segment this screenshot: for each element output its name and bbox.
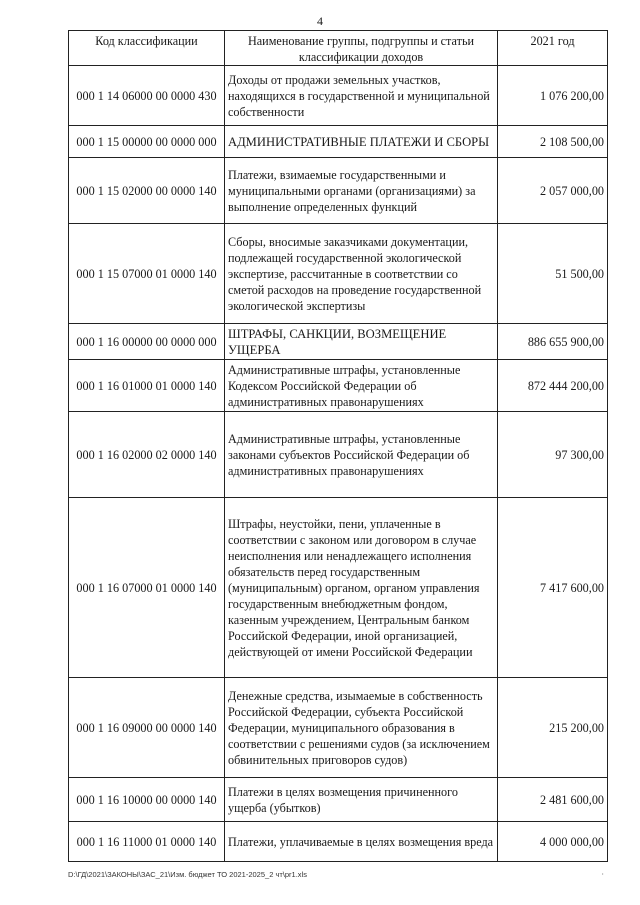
amount-2021: 7 417 600,00 [498,498,608,678]
classification-code: 000 1 16 09000 00 0000 140 [69,678,225,778]
table-row [69,412,608,498]
table-row [69,678,608,778]
classification-name: Платежи в целях возмещения причиненного ущерба (убытков) [225,778,498,822]
classification-code: 000 1 15 02000 00 0000 140 [69,158,225,224]
table-row [69,498,608,678]
amount-2021: 51 500,00 [498,224,608,324]
table-row [69,324,608,360]
table-row [69,224,608,324]
column-header-name: Наименование группы, подгруппы и статьи классификации доходов [225,31,498,66]
classification-code: 000 1 15 07000 01 0000 140 [69,224,225,324]
amount-2021: 97 300,00 [498,412,608,498]
amount-2021: 872 444 200,00 [498,360,608,412]
classification-name: Платежи, взимаемые государственными и муниципальными органами (организациями) за выполнение определенных функций [225,158,498,224]
page-number: 4 [317,14,323,28]
amount-2021: 886 655 900,00 [498,324,608,360]
table-row [69,360,608,412]
classification-name: ШТРАФЫ, САНКЦИИ, ВОЗМЕЩЕНИЕ УЩЕРБА [225,324,498,360]
table-header-row [69,31,608,66]
table-row [69,778,608,822]
classification-code: 000 1 16 10000 00 0000 140 [69,778,225,822]
classification-code: 000 1 14 06000 00 0000 430 [69,66,225,126]
amount-2021: 2 481 600,00 [498,778,608,822]
classification-name: Сборы, вносимые заказчиками документации, подлежащей государственной экологической экспертизе, рассчитанные в соответствии со сметой расходов на проведение государственной экологической экспертизы [225,224,498,324]
classification-code: 000 1 16 11000 01 0000 140 [69,822,225,862]
classification-code: 000 1 16 00000 00 0000 000 [69,324,225,360]
table-row [69,822,608,862]
classification-name: Административные штрафы, установленные Кодексом Российской Федерации об административных правонарушениях [225,360,498,412]
classification-code: 000 1 16 02000 02 0000 140 [69,412,225,498]
classification-name: Денежные средства, изымаемые в собственность Российской Федерации, субъекта Российской Федерации, муниципального образования в соответствии с решениями судов (за исключением обвинительных приговоров судов) [225,678,498,778]
revenue-classification-table [68,30,608,862]
table-row [69,66,608,126]
classification-code: 000 1 16 01000 01 0000 140 [69,360,225,412]
amount-2021: 215 200,00 [498,678,608,778]
amount-2021: 2 057 000,00 [498,158,608,224]
amount-2021: 4 000 000,00 [498,822,608,862]
column-header-year: 2021 год [498,31,608,66]
classification-name: Доходы от продажи земельных участков, находящихся в государственной и муниципальной собственности [225,66,498,126]
classification-name: Административные штрафы, установленные законами субъектов Российской Федерации об административных правонарушениях [225,412,498,498]
classification-code: 000 1 16 07000 01 0000 140 [69,498,225,678]
column-header-code: Код классификации [69,31,225,66]
file-path-footer: D:\ГД\2021\ЗАКОНЫ\ЗАС_21\Изм. бюджет ТО 2021-2025_2 чт\pr1.xls [68,870,307,879]
classification-name: Платежи, уплачиваемые в целях возмещения вреда [225,822,498,862]
amount-2021: 1 076 200,00 [498,66,608,126]
amount-2021: 2 108 500,00 [498,126,608,158]
classification-name: АДМИНИСТРАТИВНЫЕ ПЛАТЕЖИ И СБОРЫ [225,126,498,158]
margin-mark: · [601,870,604,879]
table-row [69,126,608,158]
classification-name: Штрафы, неустойки, пени, уплаченные в соответствии с законом или договором в случае неисполнения или ненадлежащего исполнения обязательств перед государственным (муниципальным) органом, органом управления государственным внебюджетным фондом, казенным учреждением, Центральным банком Российской Федерации, иной организацией, действующей от имени Российской Федерации [225,498,498,678]
classification-code: 000 1 15 00000 00 0000 000 [69,126,225,158]
table-row [69,158,608,224]
